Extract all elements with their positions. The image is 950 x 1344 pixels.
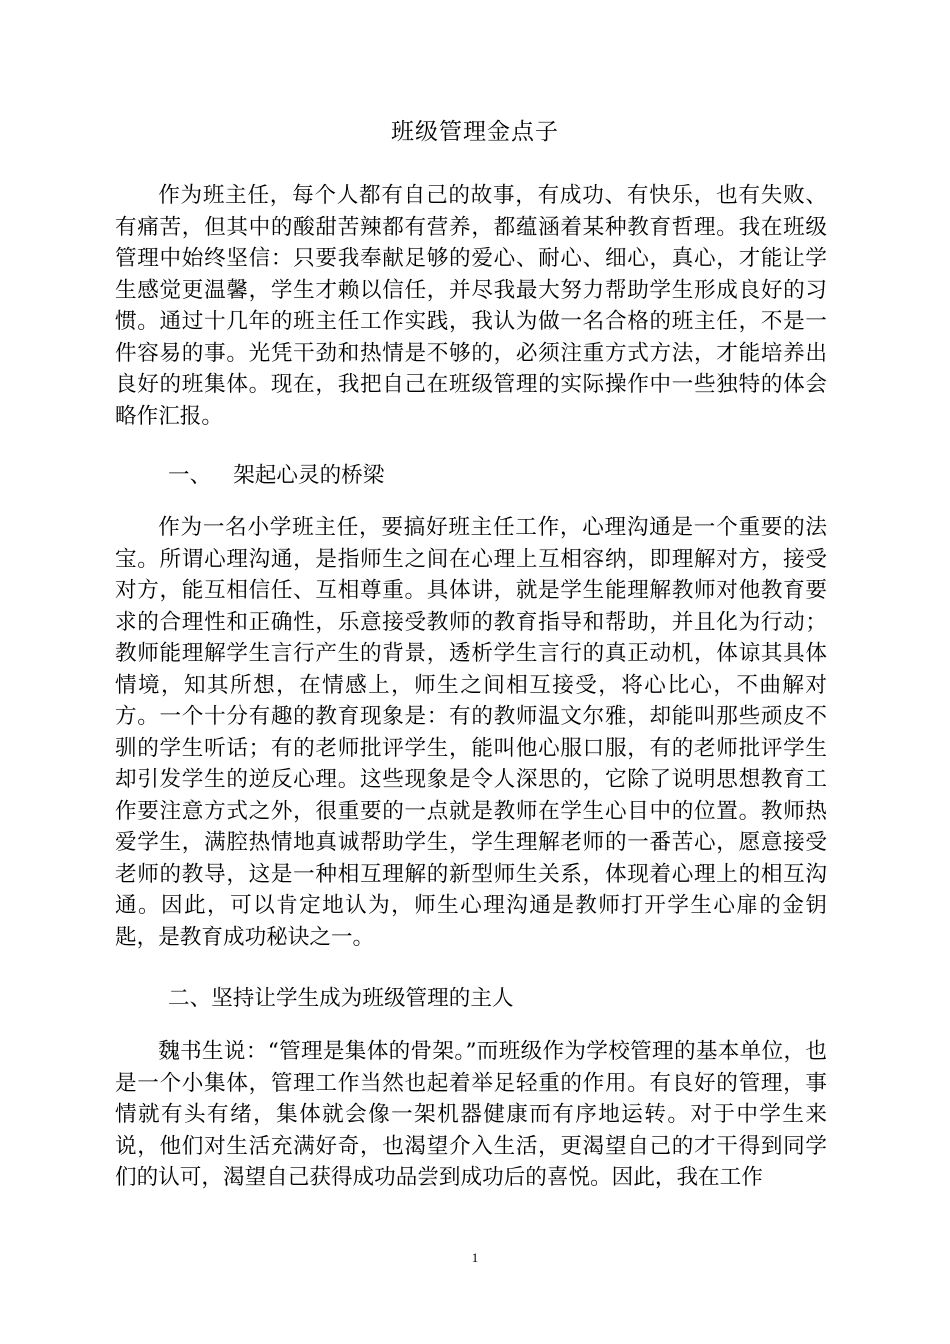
document-title: 班级管理金点子 <box>391 119 559 145</box>
section-1-heading <box>168 460 384 492</box>
intro-paragraph: 作为班主任，每个人都有自己的故事，有成功、有快乐，也有失败、有痛苦，但其中的酸甜苦辣都有营养，都蕴涵着某种教育哲理。我在班级管理中始终坚信：只要我奉献足够的爱心、耐心、细心，真心，才能让学生感觉更温馨，学生才赖以信任，并尽我最大努力帮助学生形成良好的习惯。通过十几年的班主任工作实践，我认为做一名合格的班主任，不是一件容易的事。光凭干劲和热情是不够的，必须注重方式方法，才能培养出良好的班集体。现在，我把自己在班级管理的实际操作中一些独特的体会略作汇报。 <box>115 183 827 429</box>
section-2-paragraph: 魏书生说：“管理是集体的骨架。”而班级作为学校管理的基本单位，也是一个小集体，管理工作当然也起着举足轻重的作用。有良好的管理，事情就有头有绪，集体就会像一架机器健康而有序地运转。对于中学生来说，他们对生活充满好奇，也渴望介入生活，更渴望自己的才干得到同学们的认可，渴望自己获得成功品尝到成功后的喜悦。因此，我在工作 <box>115 1039 827 1190</box>
page-number: 1 <box>471 1250 479 1265</box>
section-1-title: 架起心灵的桥梁 <box>233 463 385 488</box>
section-2-heading: 二、坚持让学生成为班级管理的主人 <box>168 986 514 1011</box>
section-1-number: 一、 <box>168 463 212 488</box>
section-1-paragraph: 作为一名小学班主任，要搞好班主任工作，心理沟通是一个重要的法宝。所谓心理沟通，是指师生之间在心理上互相容纳，即理解对方，接受对方，能互相信任、互相尊重。具体讲，就是学生能理解教师对他教育要求的合理性和正确性，乐意接受教师的教育指导和帮助，并且化为行动；教师能理解学生言行产生的背景，透析学生言行的真正动机，体谅其具体情境，知其所想，在情感上，师生之间相互接受，将心比心，不曲解对方。一个十分有趣的教育现象是：有的教师温文尔雅，却能叫那些顽皮不驯的学生听话；有的老师批评学生，能叫他心服口服，有的老师批评学生却引发学生的逆反心理。这些现象是令人深思的，它除了说明思想教育工作要注意方式之外，很重要的一点就是教师在学生心目中的位置。教师热爱学生，满腔热情地真诚帮助学生，学生理解老师的一番苦心，愿意接受老师的教导，这是一种相互理解的新型师生关系，体现着心理上的相互沟通。因此，可以肯定地认为，师生心理沟通是教师打开学生心扉的金钥匙，是教育成功秘诀之一。 <box>115 515 827 950</box>
